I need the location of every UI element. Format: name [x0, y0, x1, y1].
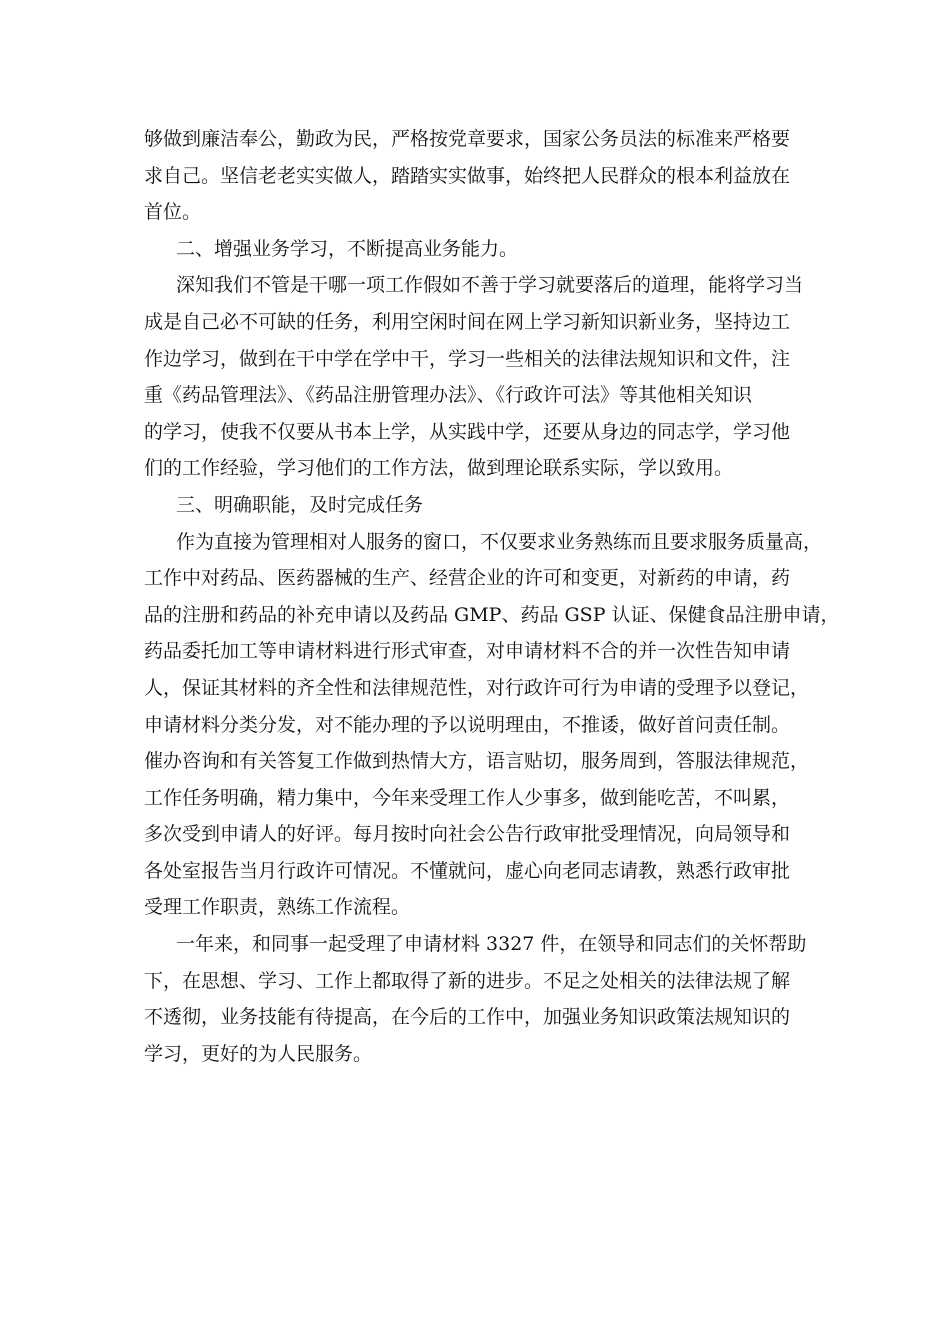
text-line: 工作任务明确，精力集中，今年来受理工作人少事多，做到能吃苦，不叫累，: [144, 786, 791, 809]
text-line: 首位。: [144, 201, 202, 224]
text-line: 作为直接为管理相对人服务的窗口，不仅要求业务熟练而且要求服务质量高，: [176, 530, 823, 553]
text-line: 够做到廉洁奉公，勤政为民，严格按党章要求，国家公务员法的标准来严格要: [144, 128, 791, 150]
text-line: 催办咨询和有关答复工作做到热情大方，语言贴切，服务周到，答服法律规范，: [144, 750, 810, 773]
text-line: 下，在思想、学习、工作上都取得了新的进步。不足之处相关的法律法规了解: [144, 969, 791, 992]
text-line: 药品委托加工等申请材料进行形式审查，对申请材料不合的并一次性告知申请: [144, 640, 791, 663]
text-line: 工作中对药品、医药器械的生产、经营企业的许可和变更，对新药的申请，药: [144, 567, 791, 590]
text-line: 不透彻，业务技能有待提高，在今后的工作中，加强业务知识政策法规知识的: [144, 1006, 791, 1029]
text-line: 学习，更好的为人民服务。: [144, 1042, 373, 1065]
text-line: 二、增强业务学习，不断提高业务能力。: [176, 237, 519, 260]
text-line: 受理工作职责，熟练工作流程。: [144, 896, 411, 919]
text-line: 求自己。坚信老老实实做人，踏踏实实做事，始终把人民群众的根本利益放在: [144, 164, 791, 187]
text-line: 各处室报告当月行政许可情况。不懂就问，虚心向老同志请教，熟悉行政审批: [144, 859, 791, 882]
text-line: 品的注册和药品的补充申请以及药品 GMP、药品 GSP 认证、保健食品注册申请，: [144, 603, 840, 626]
document-body: [144, 121, 840, 1072]
text-line: 作边学习，做到在干中学在学中干，学习一些相关的法律法规知识和文件，注: [144, 347, 791, 370]
text-line: 三、明确职能，及时完成任务: [176, 493, 424, 516]
text-line: 申请材料分类分发，对不能办理的予以说明理由，不推诿，做好首问责任制。: [144, 713, 791, 736]
text-line: 深知我们不管是干哪一项工作假如不善于学习就要落后的道理，能将学习当: [176, 274, 804, 297]
text-line: 多次受到申请人的好评。每月按时向社会公告行政审批受理情况，向局领导和: [144, 823, 791, 846]
text-line: 人，保证其材料的齐全性和法律规范性，对行政许可行为申请的受理予以登记，: [144, 676, 810, 699]
text-line: 的学习，使我不仅要从书本上学，从实践中学，还要从身边的同志学，学习他: [144, 420, 791, 443]
text-line: 成是自己必不可缺的任务，利用空闲时间在网上学习新知识新业务，坚持边工: [144, 310, 791, 333]
text-line: 一年来，和同事一起受理了申请材料 3327 件，在领导和同志们的关怀帮助: [176, 933, 807, 956]
text-line: 重《药品管理法》、《药品注册管理办法》、《行政许可法》等其他相关知识: [144, 384, 753, 407]
text-line: 们的工作经验，学习他们的工作方法，做到理论联系实际，学以致用。: [144, 457, 734, 480]
